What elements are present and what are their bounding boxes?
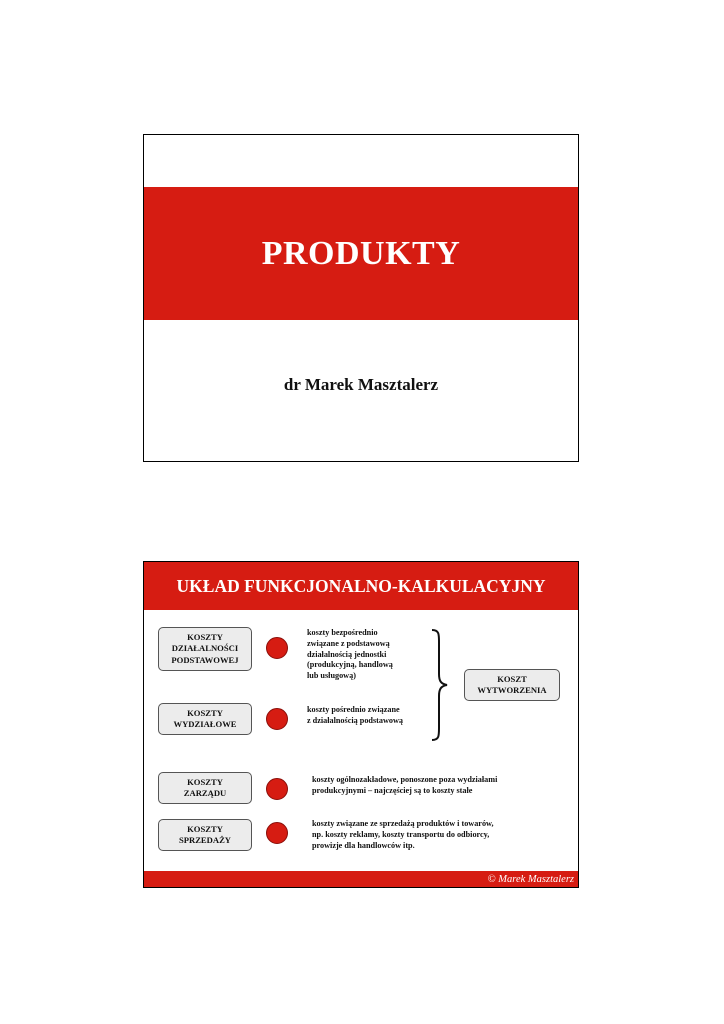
curly-brace-icon <box>430 628 450 742</box>
content-slide <box>143 561 579 888</box>
box-label: KOSZT WYTWORZENIA <box>477 673 547 695</box>
box-label: KOSZTY WYDZIAŁOWE <box>173 707 237 729</box>
bullet-dot <box>266 778 288 800</box>
author-name: dr Marek Masztalerz <box>283 375 439 394</box>
box-koszty-dzialalnosci-podstawowej <box>158 627 252 671</box>
bullet-dot <box>266 708 288 730</box>
box-koszty-wydzialowe <box>158 703 252 735</box>
box-koszt-wytworzenia <box>464 669 560 701</box>
box-label: KOSZTY SPRZEDAŻY <box>178 823 232 845</box>
description-text: koszty bezpośrednio związane z podstawową działalnością jednostki (produkcyjną, handlową lub usługową) <box>307 628 393 681</box>
slide-heading: UKŁAD FUNKCJONALNO-KALKULACYJNY <box>176 575 546 596</box>
title-band <box>144 187 578 320</box>
slide-header <box>144 562 578 610</box>
slide-footer <box>144 871 578 887</box>
title-slide <box>143 134 579 462</box>
box-label: KOSZTY ZARZĄDU <box>183 776 227 798</box>
box-koszty-zarzadu <box>158 772 252 804</box>
description-text: koszty ogólnozakładowe, ponoszone poza wydziałami produkcyjnymi – najczęściej są to koszty stałe <box>312 775 498 795</box>
copyright-text: © Marek Masztalerz <box>487 873 574 885</box>
description-text: koszty pośrednio związane z działalnością podstawową <box>307 705 403 725</box>
box-label: KOSZTY DZIAŁALNOŚCI PODSTAWOWEJ <box>171 632 239 665</box>
bullet-dot <box>266 637 288 659</box>
bullet-dot <box>266 822 288 844</box>
box-koszty-sprzedazy <box>158 819 252 851</box>
slide-title: PRODUKTY <box>261 234 461 272</box>
description-text: koszty związane ze sprzedażą produktów i towarów, np. koszty reklamy, koszty transportu do odbiorcy, prowizje dla handlowców itp. <box>312 819 494 850</box>
